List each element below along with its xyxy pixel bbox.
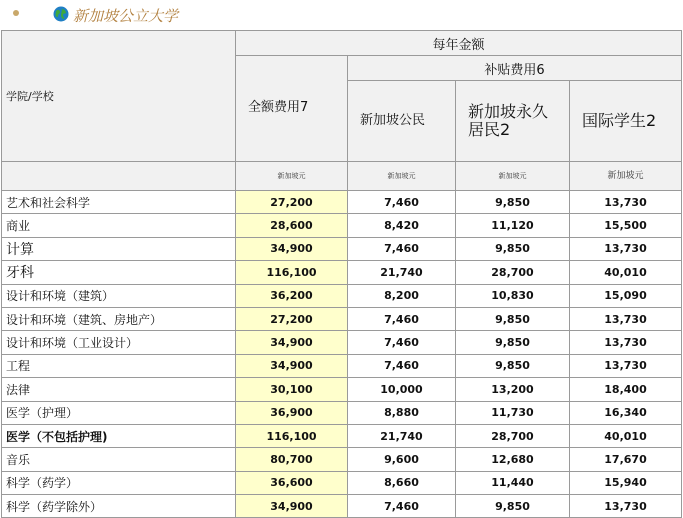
globe-icon [53,6,69,22]
citizen-fee-cell: 9,600 [348,448,456,471]
full-fee-cell: 116,100 [236,261,348,284]
unit-label: 新加坡元 [236,162,348,191]
bullet-icon [13,10,19,16]
school-name-cell: 设计和环境（建筑） [2,284,236,307]
school-name-cell: 商业 [2,214,236,237]
intl-fee-cell: 40,010 [570,261,682,284]
full-fee-cell: 80,700 [236,448,348,471]
citizen-fee-cell: 7,460 [348,191,456,214]
intl-fee-cell: 13,730 [570,191,682,214]
pr-fee-cell: 9,850 [456,331,570,354]
intl-fee-cell: 13,730 [570,307,682,330]
pr-fee-cell: 9,850 [456,191,570,214]
unit-label: 新加坡元 [348,162,456,191]
unit-label: 新加坡元 [570,162,682,191]
intl-fee-cell: 15,940 [570,471,682,494]
annual-amount-header: 每年金额 [236,31,682,56]
table-row [2,495,682,518]
school-name-cell: 设计和环境（建筑、房地产） [2,307,236,330]
full-fee-cell: 34,900 [236,237,348,260]
table-row [2,191,682,214]
title-bar [0,0,683,30]
pr-fee-cell: 10,830 [456,284,570,307]
full-fee-cell: 27,200 [236,191,348,214]
citizen-fee-cell: 10,000 [348,378,456,401]
citizen-fee-cell: 21,740 [348,261,456,284]
school-header: 学院/学校 [2,31,236,162]
citizen-fee-cell: 8,200 [348,284,456,307]
intl-fee-cell: 13,730 [570,331,682,354]
pr-fee-cell: 11,120 [456,214,570,237]
pr-fee-cell: 9,850 [456,307,570,330]
table-row [2,401,682,424]
pr-fee-cell: 28,700 [456,424,570,447]
table-row [2,214,682,237]
full-fee-cell: 34,900 [236,331,348,354]
school-name-cell: 法律 [2,378,236,401]
citizen-fee-cell: 8,880 [348,401,456,424]
school-name-cell: 设计和环境（工业设计） [2,331,236,354]
table-row [2,448,682,471]
citizen-fee-cell: 7,460 [348,331,456,354]
pr-fee-cell: 9,850 [456,495,570,518]
table-row [2,284,682,307]
school-name-cell: 医学（护理） [2,401,236,424]
table-row [2,331,682,354]
table-row [2,424,682,447]
full-fee-cell: 36,200 [236,284,348,307]
table-row [2,307,682,330]
full-fee-cell: 36,900 [236,401,348,424]
table-row [2,378,682,401]
citizen-fee-cell: 21,740 [348,424,456,447]
full-fee-cell: 30,100 [236,378,348,401]
page-title: 新加坡公立大学 [73,7,179,25]
school-name-cell: 科学（药学） [2,471,236,494]
intl-fee-cell: 16,340 [570,401,682,424]
pr-fee-cell: 9,850 [456,237,570,260]
table-row [2,237,682,260]
full-fee-cell: 28,600 [236,214,348,237]
school-name-cell: 科学（药学除外） [2,495,236,518]
citizen-fee-cell: 7,460 [348,354,456,377]
full-fee-cell: 34,900 [236,495,348,518]
intl-fee-cell: 13,730 [570,354,682,377]
school-name-cell: 计算 [2,237,236,260]
citizen-header: 新加坡公民 [348,81,456,162]
citizen-fee-cell: 8,420 [348,214,456,237]
pr-fee-cell: 11,440 [456,471,570,494]
intl-fee-cell: 40,010 [570,424,682,447]
full-fee-cell: 36,600 [236,471,348,494]
intl-fee-cell: 15,500 [570,214,682,237]
school-name-cell: 工程 [2,354,236,377]
school-name-cell: 音乐 [2,448,236,471]
subsidy-header: 补贴费用6 [348,56,682,81]
school-name-cell: 牙科 [2,261,236,284]
unit-row-label [2,162,236,191]
pr-fee-cell: 28,700 [456,261,570,284]
table-row [2,261,682,284]
intl-fee-cell: 15,090 [570,284,682,307]
intl-fee-cell: 13,730 [570,495,682,518]
intl-fee-cell: 13,730 [570,237,682,260]
full-fee-cell: 34,900 [236,354,348,377]
pr-fee-cell: 12,680 [456,448,570,471]
unit-label: 新加坡元 [456,162,570,191]
table-row [2,354,682,377]
school-name-cell: 医学（不包括护理) [2,424,236,447]
pr-fee-cell: 13,200 [456,378,570,401]
citizen-fee-cell: 7,460 [348,495,456,518]
intl-header: 国际学生2 [570,81,682,162]
table-row [2,471,682,494]
tuition-table [1,30,682,518]
pr-fee-cell: 9,850 [456,354,570,377]
full-fee-cell: 27,200 [236,307,348,330]
full-fee-cell: 116,100 [236,424,348,447]
intl-fee-cell: 18,400 [570,378,682,401]
full-fee-header: 全额费用7 [236,56,348,162]
school-name-cell: 艺术和社会科学 [2,191,236,214]
citizen-fee-cell: 8,660 [348,471,456,494]
intl-fee-cell: 17,670 [570,448,682,471]
pr-fee-cell: 11,730 [456,401,570,424]
pr-header: 新加坡永久居民2 [456,81,570,162]
citizen-fee-cell: 7,460 [348,237,456,260]
citizen-fee-cell: 7,460 [348,307,456,330]
